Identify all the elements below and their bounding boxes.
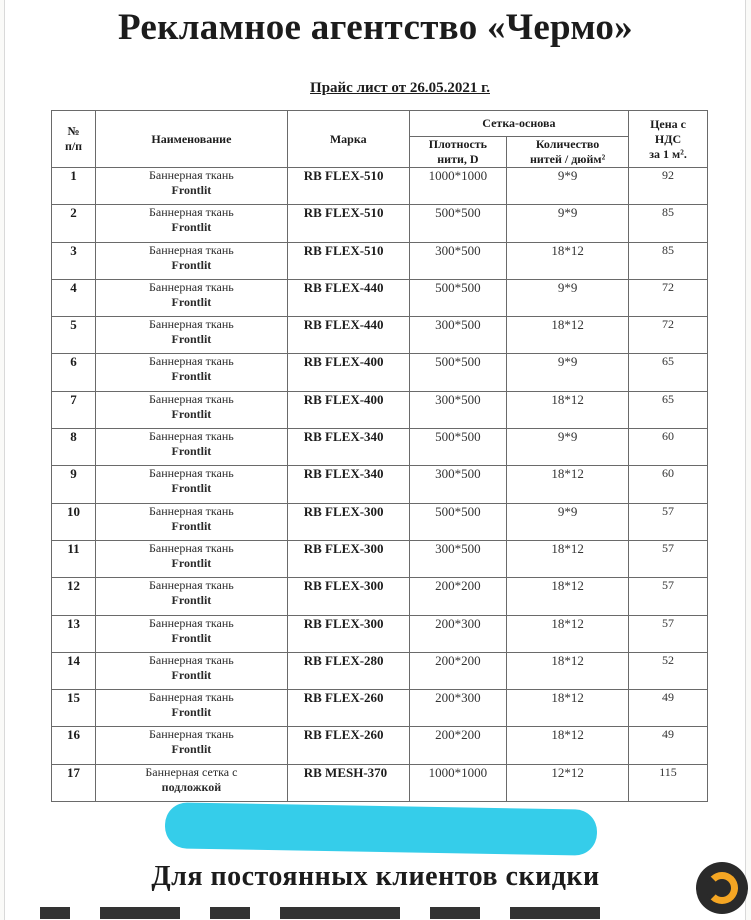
product-name-main: Баннерная ткань: [149, 690, 234, 705]
thread-density: 500*500: [409, 429, 506, 466]
cut-off-text-line: [40, 906, 690, 920]
product-name-sub: Frontlit: [171, 332, 212, 347]
product-brand: RB FLEX-300: [287, 503, 409, 540]
row-number: 15: [52, 690, 96, 727]
price-value: 52: [629, 652, 708, 689]
thread-count: 18*12: [507, 242, 629, 279]
price-value: 49: [629, 727, 708, 764]
table-row: [52, 242, 708, 279]
price-value: 65: [629, 354, 708, 391]
price-value: 65: [629, 391, 708, 428]
product-name: [96, 540, 288, 577]
row-number: 7: [52, 391, 96, 428]
redaction-scribble: [165, 802, 598, 856]
thread-density: 1000*1000: [409, 764, 506, 801]
thread-density: 200*300: [409, 690, 506, 727]
table-row: [52, 391, 708, 428]
product-name: [96, 391, 288, 428]
product-name: [96, 242, 288, 279]
product-brand: RB FLEX-440: [287, 279, 409, 316]
product-name: [96, 503, 288, 540]
product-brand: RB FLEX-510: [287, 242, 409, 279]
product-name-sub: Frontlit: [171, 183, 212, 197]
row-number: 11: [52, 540, 96, 577]
price-value: 72: [629, 279, 708, 316]
product-brand: RB FLEX-300: [287, 540, 409, 577]
product-brand: RB FLEX-400: [287, 391, 409, 428]
thread-count: 18*12: [507, 317, 629, 354]
thread-density: 500*500: [409, 354, 506, 391]
row-number: 9: [52, 466, 96, 503]
table-row: [52, 429, 708, 466]
thread-density: 200*200: [409, 727, 506, 764]
thread-count: 9*9: [507, 205, 629, 242]
row-number: 3: [52, 242, 96, 279]
product-name: [96, 764, 288, 801]
col-num-header: № п/п: [52, 111, 96, 168]
product-name-sub: Frontlit: [171, 555, 212, 570]
product-name-main: Баннерная ткань: [149, 168, 234, 182]
table-row: [52, 168, 708, 205]
product-brand: RB FLEX-510: [287, 205, 409, 242]
product-name-sub: Frontlit: [171, 667, 212, 682]
price-value: 115: [629, 764, 708, 801]
row-number: 12: [52, 578, 96, 615]
thread-count: 18*12: [507, 615, 629, 652]
product-name-main: Баннерная ткань: [149, 205, 234, 220]
col-name-header: Наименование: [96, 111, 288, 168]
col-mesh-group-header: Сетка-основа: [409, 111, 628, 137]
product-name-sub: Frontlit: [171, 518, 212, 533]
product-name: [96, 615, 288, 652]
price-value: 92: [629, 168, 708, 205]
product-name: [96, 205, 288, 242]
product-name-sub: Frontlit: [171, 406, 212, 421]
product-name: [96, 578, 288, 615]
thread-density: 300*500: [409, 242, 506, 279]
product-name: [96, 727, 288, 764]
product-name-main: Баннерная ткань: [149, 317, 234, 332]
product-name-main: Баннерная ткань: [149, 727, 234, 742]
product-name-main: Баннерная ткань: [149, 242, 234, 257]
price-value: 85: [629, 242, 708, 279]
product-name-sub: Frontlit: [171, 742, 212, 757]
product-name: [96, 466, 288, 503]
product-name-main: Баннерная ткань: [149, 578, 234, 593]
row-number: 2: [52, 205, 96, 242]
product-name-main: Баннерная ткань: [149, 279, 234, 294]
page-title: Рекламное агентство «Чермо»: [118, 7, 633, 48]
thread-density: 200*200: [409, 652, 506, 689]
thread-density: 500*500: [409, 503, 506, 540]
col-qty-header: Количество нитей / дюйм²: [507, 137, 629, 168]
thread-count: 9*9: [507, 279, 629, 316]
product-name-main: Баннерная ткань: [149, 503, 234, 518]
product-brand: RB FLEX-340: [287, 429, 409, 466]
price-value: 72: [629, 317, 708, 354]
table-row: [52, 205, 708, 242]
thread-count: 9*9: [507, 429, 629, 466]
discount-notice: Для постоянных клиентов скидки: [151, 861, 600, 892]
brand-logo-icon[interactable]: [696, 862, 748, 914]
row-number: 17: [52, 764, 96, 801]
thread-density: 500*500: [409, 205, 506, 242]
price-value: 57: [629, 615, 708, 652]
product-name: [96, 354, 288, 391]
product-name-main: Баннерная ткань: [149, 466, 234, 481]
thread-count: 18*12: [507, 578, 629, 615]
product-name: [96, 317, 288, 354]
price-table: [51, 110, 708, 802]
thread-count: 18*12: [507, 652, 629, 689]
col-brand-header: Марка: [287, 111, 409, 168]
product-name-main: Баннерная ткань: [149, 652, 234, 667]
product-name: [96, 652, 288, 689]
thread-density: 300*500: [409, 540, 506, 577]
row-number: 16: [52, 727, 96, 764]
price-value: 57: [629, 578, 708, 615]
thread-count: 9*9: [507, 354, 629, 391]
product-name-sub: Frontlit: [171, 220, 212, 235]
table-row: [52, 354, 708, 391]
product-name: [96, 429, 288, 466]
row-number: 4: [52, 279, 96, 316]
product-brand: RB MESH-370: [287, 764, 409, 801]
row-number: 14: [52, 652, 96, 689]
product-name-sub: Frontlit: [171, 257, 212, 272]
thread-count: 18*12: [507, 391, 629, 428]
thread-count: 9*9: [507, 503, 629, 540]
thread-density: 1000*1000: [409, 168, 506, 205]
product-brand: RB FLEX-260: [287, 690, 409, 727]
price-value: 85: [629, 205, 708, 242]
product-name: [96, 690, 288, 727]
row-number: 13: [52, 615, 96, 652]
thread-density: 300*500: [409, 317, 506, 354]
thread-density: 500*500: [409, 279, 506, 316]
thread-count: 18*12: [507, 540, 629, 577]
product-name-main: Баннерная ткань: [149, 354, 234, 369]
product-name-sub: Frontlit: [171, 593, 212, 608]
row-number: 8: [52, 429, 96, 466]
product-name-main: Баннерная ткань: [149, 429, 234, 444]
thread-density: 200*300: [409, 615, 506, 652]
table-row: [52, 652, 708, 689]
table-row: [52, 727, 708, 764]
product-brand: RB FLEX-280: [287, 652, 409, 689]
product-name-sub: Frontlit: [171, 369, 212, 384]
thread-count: 18*12: [507, 690, 629, 727]
col-price-header: Цена с НДС за 1 м².: [629, 111, 708, 168]
table-row: [52, 578, 708, 615]
table-row: [52, 279, 708, 316]
product-name: [96, 168, 288, 205]
price-value: 57: [629, 540, 708, 577]
price-list-date: Прайс лист от 26.05.2021 г.: [310, 80, 490, 96]
price-value: 49: [629, 690, 708, 727]
product-name-main: Баннерная ткань: [149, 391, 234, 406]
product-name-sub: подложкой: [161, 779, 222, 794]
product-brand: RB FLEX-260: [287, 727, 409, 764]
thread-count: 12*12: [507, 764, 629, 801]
thread-density: 200*200: [409, 578, 506, 615]
price-value: 60: [629, 429, 708, 466]
table-row: [52, 503, 708, 540]
price-value: 60: [629, 466, 708, 503]
table-row: [52, 615, 708, 652]
product-name-sub: Frontlit: [171, 705, 212, 720]
row-number: 5: [52, 317, 96, 354]
product-name-sub: Frontlit: [171, 481, 212, 496]
row-number: 6: [52, 354, 96, 391]
product-brand: RB FLEX-340: [287, 466, 409, 503]
product-brand: RB FLEX-300: [287, 615, 409, 652]
table-row: [52, 317, 708, 354]
product-name-main: Баннерная ткань: [149, 540, 234, 555]
row-number: 10: [52, 503, 96, 540]
table-row: [52, 764, 708, 801]
product-brand: RB FLEX-400: [287, 354, 409, 391]
table-row: [52, 690, 708, 727]
logo-ring-icon: [706, 872, 738, 904]
product-name: [96, 279, 288, 316]
product-brand: RB FLEX-440: [287, 317, 409, 354]
thread-count: 9*9: [507, 168, 629, 205]
price-value: 57: [629, 503, 708, 540]
product-brand: RB FLEX-300: [287, 578, 409, 615]
product-name-main: Баннерная ткань: [149, 615, 234, 630]
table-row: [52, 466, 708, 503]
product-brand: RB FLEX-510: [287, 168, 409, 205]
product-name-sub: Frontlit: [171, 444, 212, 459]
col-density-header: Плотность нити, D: [409, 137, 506, 168]
product-name-sub: Frontlit: [171, 294, 212, 309]
thread-density: 300*500: [409, 391, 506, 428]
product-name-main: Баннерная сетка с: [145, 764, 238, 779]
thread-count: 18*12: [507, 466, 629, 503]
thread-density: 300*500: [409, 466, 506, 503]
thread-count: 18*12: [507, 727, 629, 764]
row-number: 1: [52, 168, 96, 205]
product-name-sub: Frontlit: [171, 630, 212, 645]
table-row: [52, 540, 708, 577]
